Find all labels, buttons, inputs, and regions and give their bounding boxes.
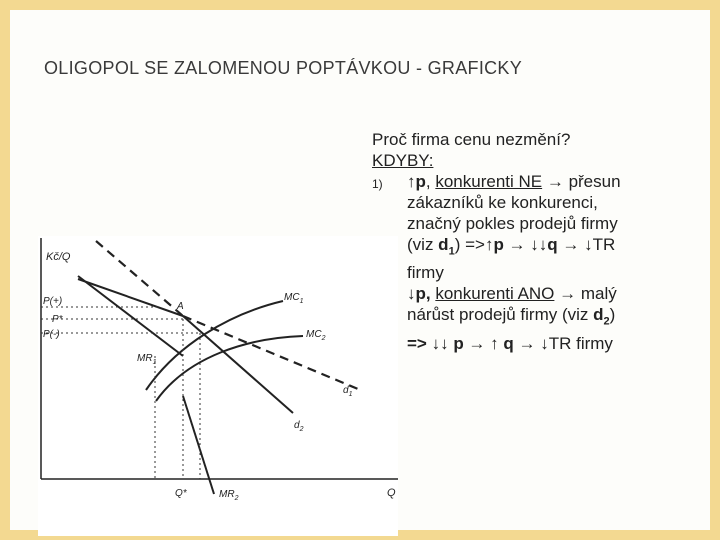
up-arrow-icon: ↑ <box>407 172 416 191</box>
double-down-arrow-icon: ↓↓ <box>431 333 449 353</box>
mc2-label: $MC_2$ <box>306 329 326 342</box>
item1-line3: značný pokles prodejů firmy <box>407 214 618 233</box>
mr1-label: $MR_1$ <box>137 353 157 366</box>
p-minus-label: P(-) <box>43 329 60 340</box>
mc1-curve <box>146 301 283 390</box>
explanation-text <box>372 129 692 354</box>
d1-label: $d_1$ <box>343 385 353 398</box>
y-axis-label: Kč/Q <box>46 251 71 263</box>
down-arrow-icon: ↓ <box>584 235 593 254</box>
graph-svg <box>38 236 398 536</box>
d2-curve <box>78 279 183 316</box>
d2-label: $d_2$ <box>294 420 304 433</box>
d1-curve <box>96 241 183 316</box>
item1-line4: (viz $d_1$) =>↑p → ↓↓q → ↓TR <box>407 235 616 258</box>
p-plus-label: P(+) <box>43 296 63 307</box>
mr1-curve <box>78 276 183 356</box>
item1-line1: ↑p, konkurenti NE → přesun <box>407 172 621 191</box>
q-star-label: Q* <box>175 488 187 499</box>
double-down-arrow-icon: ↓↓ <box>530 235 548 254</box>
up-arrow-icon: ↑ <box>484 235 494 254</box>
question-text: Proč firma cenu nezmění? <box>372 130 571 149</box>
question-line <box>372 129 692 150</box>
down-arrow-icon: ↓ <box>540 333 549 353</box>
point-a-label: A <box>177 301 184 312</box>
list-item-1 <box>372 171 692 283</box>
item2-line2: nárůst prodejů firmy (viz $d_2$) <box>407 305 616 328</box>
x-axis-label: Q <box>387 487 396 499</box>
mr2-label: $MR_2$ <box>219 489 239 502</box>
slide-title: OLIGOPOL SE ZALOMENOU POPTÁVKOU - GRAFICKY <box>44 58 523 78</box>
item2-line1: ↓p, konkurenti ANO → malý <box>407 284 617 304</box>
item1-line2: zákazníků ke konkurenci, <box>407 193 598 212</box>
mc2-curve <box>156 336 303 401</box>
down-arrow-icon: ↓ <box>407 284 416 304</box>
kinked-demand-graph <box>38 236 398 536</box>
list-item-2 <box>372 283 692 353</box>
up-arrow-icon: ↑ <box>490 333 499 353</box>
d1-curve-lower <box>183 316 358 389</box>
p-star-label: P* <box>52 314 63 325</box>
kdyby-heading: KDYBY: <box>372 151 434 170</box>
mc1-label: $MC_1$ <box>284 292 304 305</box>
item2-line3: => ↓↓ p → ↑ q → ↓TR firmy <box>407 333 613 353</box>
item1-line5: firmy <box>407 263 444 283</box>
list-number-1: 1) <box>372 177 383 191</box>
